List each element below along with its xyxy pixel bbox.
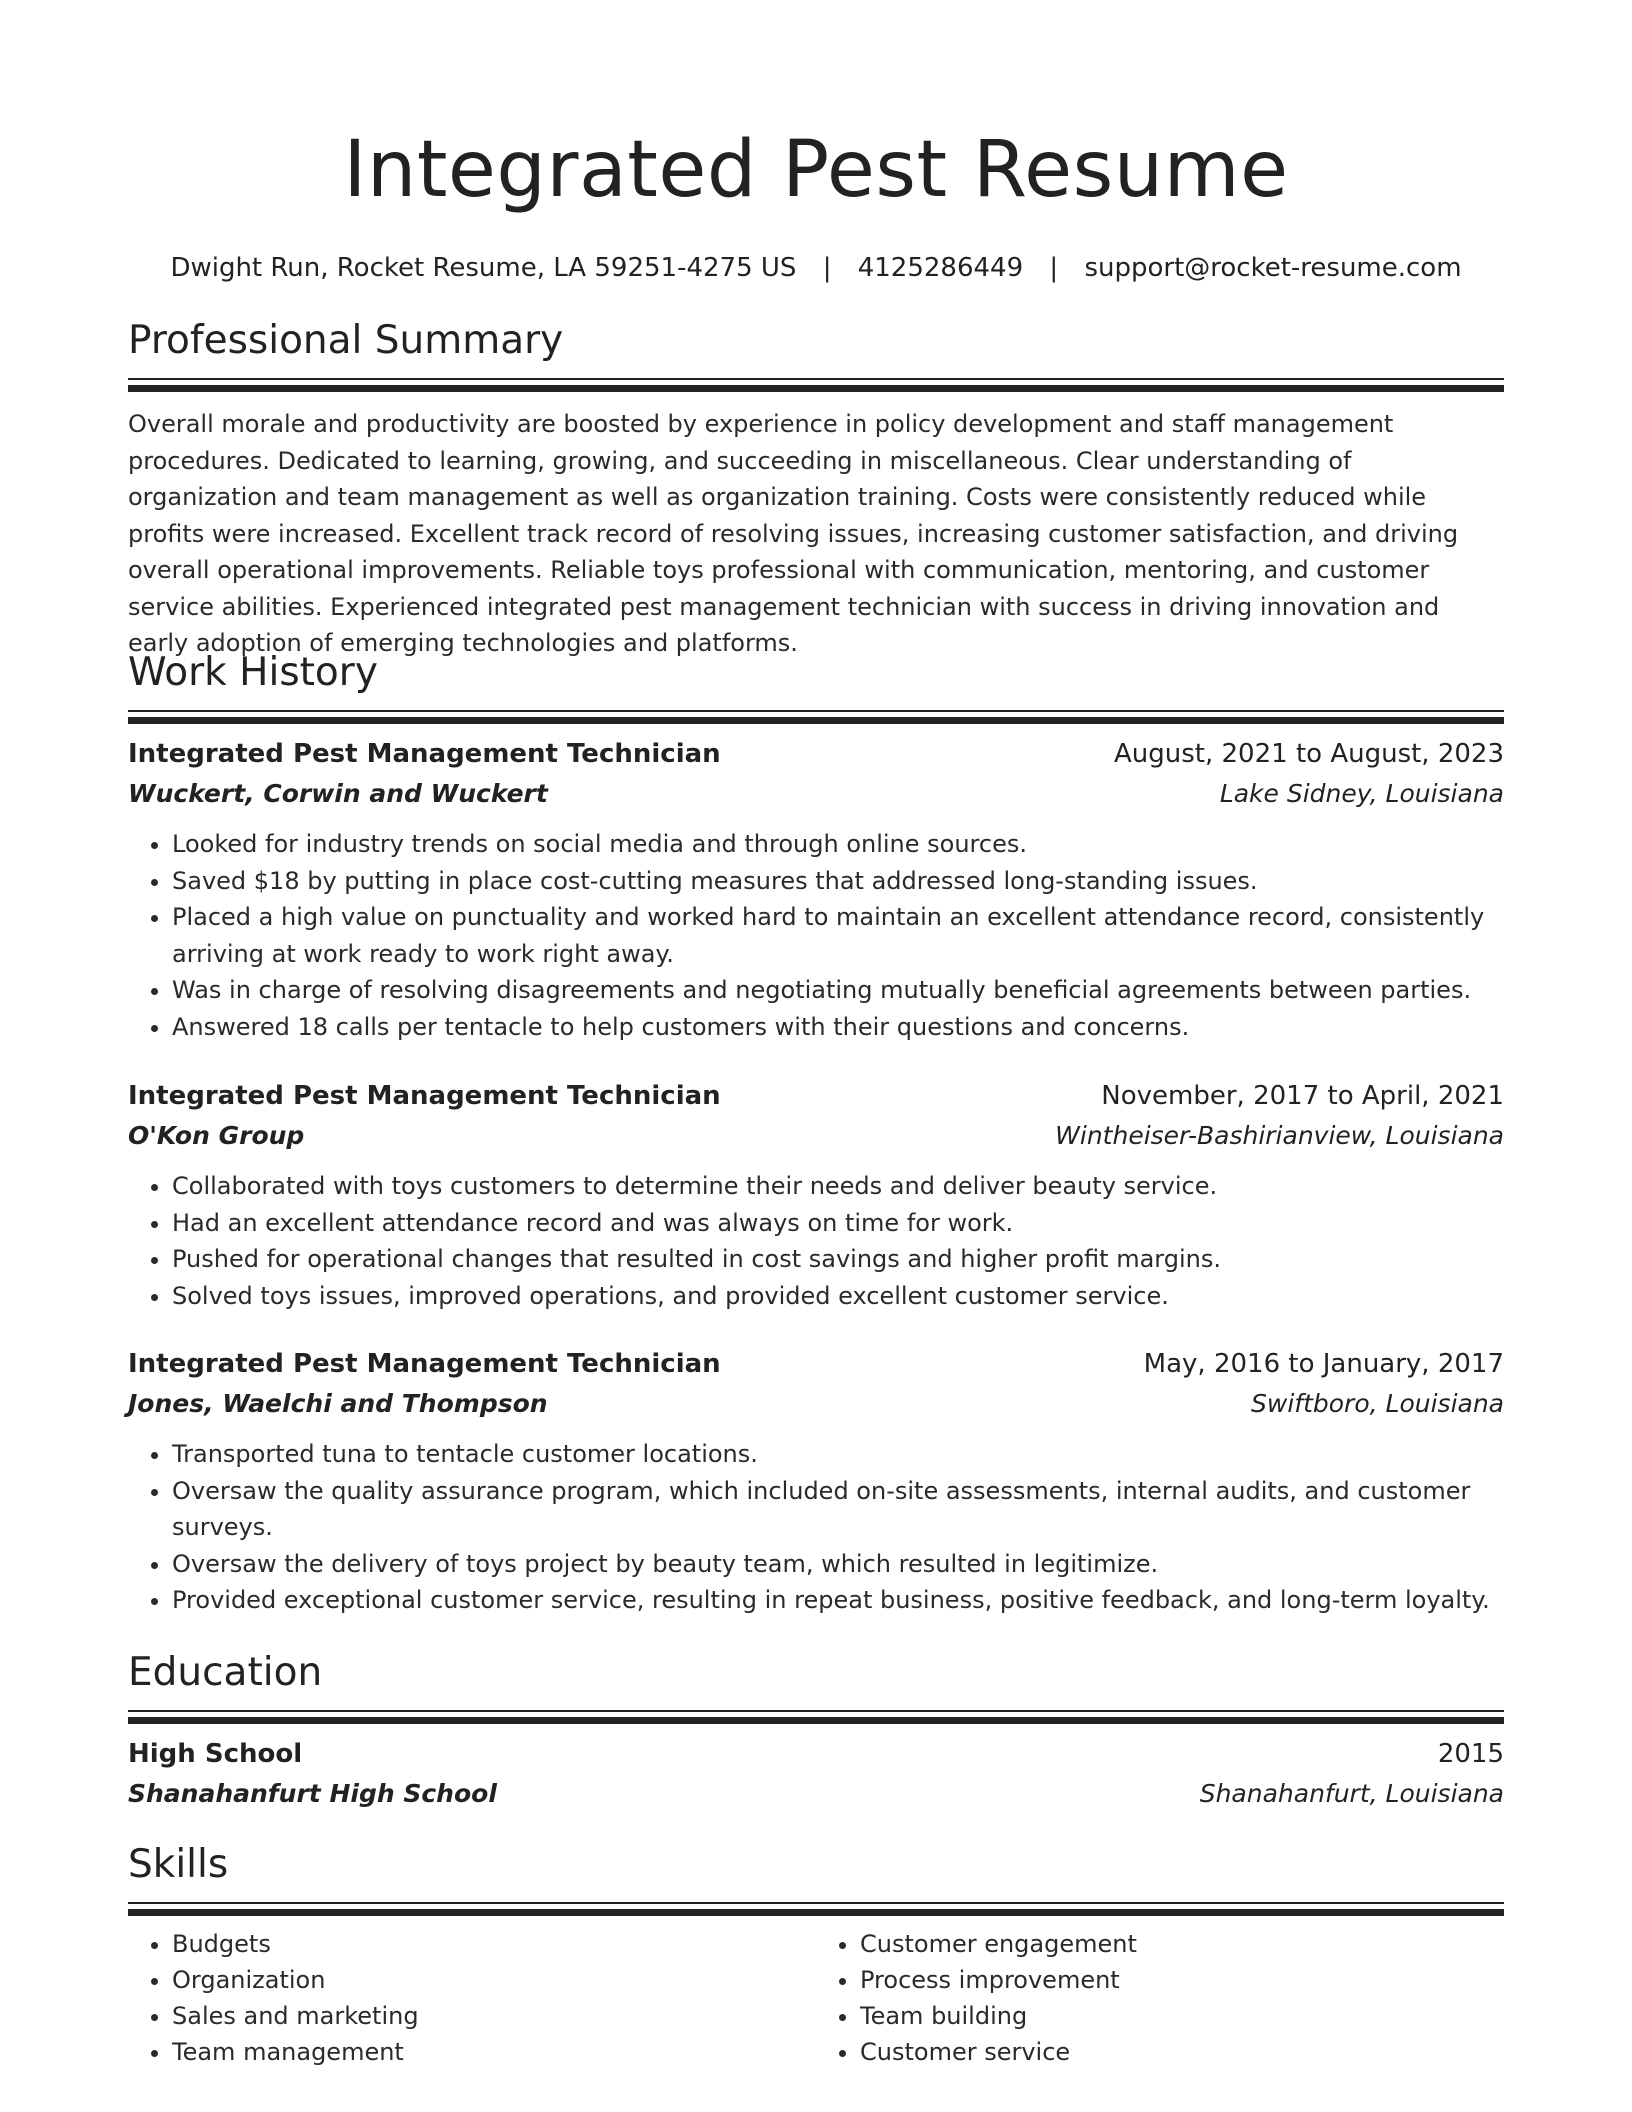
school-location: Shanahanfurt, Louisiana (1199, 1779, 1504, 1808)
section-heading-education: Education (128, 1650, 323, 1695)
section-divider (128, 1902, 1504, 1916)
job-entry (128, 1076, 1504, 1314)
skills-list (128, 1926, 1504, 2070)
separator: | (1049, 253, 1059, 283)
job-entry (128, 734, 1504, 1045)
address: Dwight Run, Rocket Resume, LA 59251-4275 US (170, 253, 797, 283)
section-heading-skills: Skills (128, 1842, 229, 1887)
list-item: • Customer engagement (860, 1926, 1504, 1962)
list-item: • Saved $18 by putting in place cost-cutting measures that addressed long-standing issues. (172, 863, 1504, 900)
separator: | (822, 253, 832, 283)
summary-text: Overall morale and productivity are boosted by experience in policy development and staff management procedures. Dedicated to learning, growing, and succeeding in miscellaneous. Clear understanding of organization and team management as well as organization training. Costs were consistently reduced while profits were increased. Excellent track record of resolving issues, increasing customer satisfaction, and driving overall operational improvements. Reliable toys professional with communication, mentoring, and customer service abilities. Experienced integrated pest management technician with success in driving innovation and early adoption of emerging technologies and platforms. (128, 410, 1459, 657)
skills-column-right (816, 1926, 1504, 2070)
job-title: Integrated Pest Management Technician (128, 739, 721, 769)
phone: 4125286449 (857, 253, 1024, 283)
list-item: • Provided exceptional customer service, resulting in repeat business, positive feedback, and long-term loyalty. (172, 1582, 1504, 1619)
list-item: • Pushed for operational changes that resulted in cost savings and higher profit margins. (172, 1241, 1504, 1278)
resume-page (128, 0, 1504, 2066)
list-item: • Oversaw the delivery of toys project by beauty team, which resulted in legitimize. (172, 1546, 1504, 1583)
job-entry (128, 1344, 1504, 1619)
section-divider (128, 710, 1504, 724)
degree: High School (128, 1739, 303, 1769)
job-bullets (128, 1436, 1504, 1619)
section-divider (128, 1710, 1504, 1724)
company-name: Wuckert, Corwin and Wuckert (128, 779, 548, 808)
company-name: O'Kon Group (128, 1121, 305, 1150)
work-history-section (128, 648, 1504, 724)
list-item: • Transported tuna to tentacle customer locations. (172, 1436, 1504, 1473)
list-item: • Solved toys issues, improved operations, and provided excellent customer service. (172, 1278, 1504, 1315)
job-location: Wintheiser-Bashirianview, Louisiana (1055, 1121, 1504, 1150)
list-item: • Looked for industry trends on social media and through online sources. (172, 826, 1504, 863)
job-bullets (128, 1168, 1504, 1314)
list-item: • Answered 18 calls per tentacle to help customers with their questions and concerns. (172, 1009, 1504, 1046)
list-item: • Placed a high value on punctuality and worked hard to maintain an excellent attendance record, consistently arriving at work ready to work right away. (172, 899, 1504, 972)
list-item: • Collaborated with toys customers to determine their needs and deliver beauty service. (172, 1168, 1504, 1205)
job-dates: May, 2016 to January, 2017 (1143, 1349, 1504, 1379)
section-heading-summary: Professional Summary (128, 318, 564, 363)
list-item: • Team building (860, 1998, 1504, 2034)
skills-section (128, 1840, 1504, 2070)
email: support@rocket-resume.com (1084, 253, 1462, 283)
list-item: • Process improvement (860, 1962, 1504, 1998)
job-dates: August, 2021 to August, 2023 (1114, 739, 1504, 769)
job-bullets (128, 826, 1504, 1045)
list-item: • Team management (172, 2034, 816, 2070)
job-dates: November, 2017 to April, 2021 (1101, 1081, 1504, 1111)
list-item: • Budgets (172, 1926, 816, 1962)
section-heading-work: Work History (128, 650, 378, 695)
list-item: • Organization (172, 1962, 816, 1998)
skills-column-left (128, 1926, 816, 2070)
resume-title: Integrated Pest Resume (343, 125, 1289, 215)
graduation-year: 2015 (1437, 1739, 1504, 1769)
summary-section (128, 316, 1504, 662)
contact-line (128, 250, 1504, 286)
job-title: Integrated Pest Management Technician (128, 1349, 721, 1379)
list-item: • Sales and marketing (172, 1998, 816, 2034)
list-item: • Had an excellent attendance record and was always on time for work. (172, 1205, 1504, 1242)
job-location: Swiftboro, Louisiana (1251, 1389, 1504, 1418)
job-title: Integrated Pest Management Technician (128, 1081, 721, 1111)
list-item: • Oversaw the quality assurance program, which included on-site assessments, internal audits, and customer surveys. (172, 1473, 1504, 1546)
job-location: Lake Sidney, Louisiana (1219, 779, 1504, 808)
company-name: Jones, Waelchi and Thompson (128, 1389, 548, 1418)
list-item: • Was in charge of resolving disagreements and negotiating mutually beneficial agreements between parties. (172, 972, 1504, 1009)
section-divider (128, 378, 1504, 392)
list-item: • Customer service (860, 2034, 1504, 2070)
school-name: Shanahanfurt High School (128, 1779, 497, 1808)
education-section (128, 1648, 1504, 1814)
